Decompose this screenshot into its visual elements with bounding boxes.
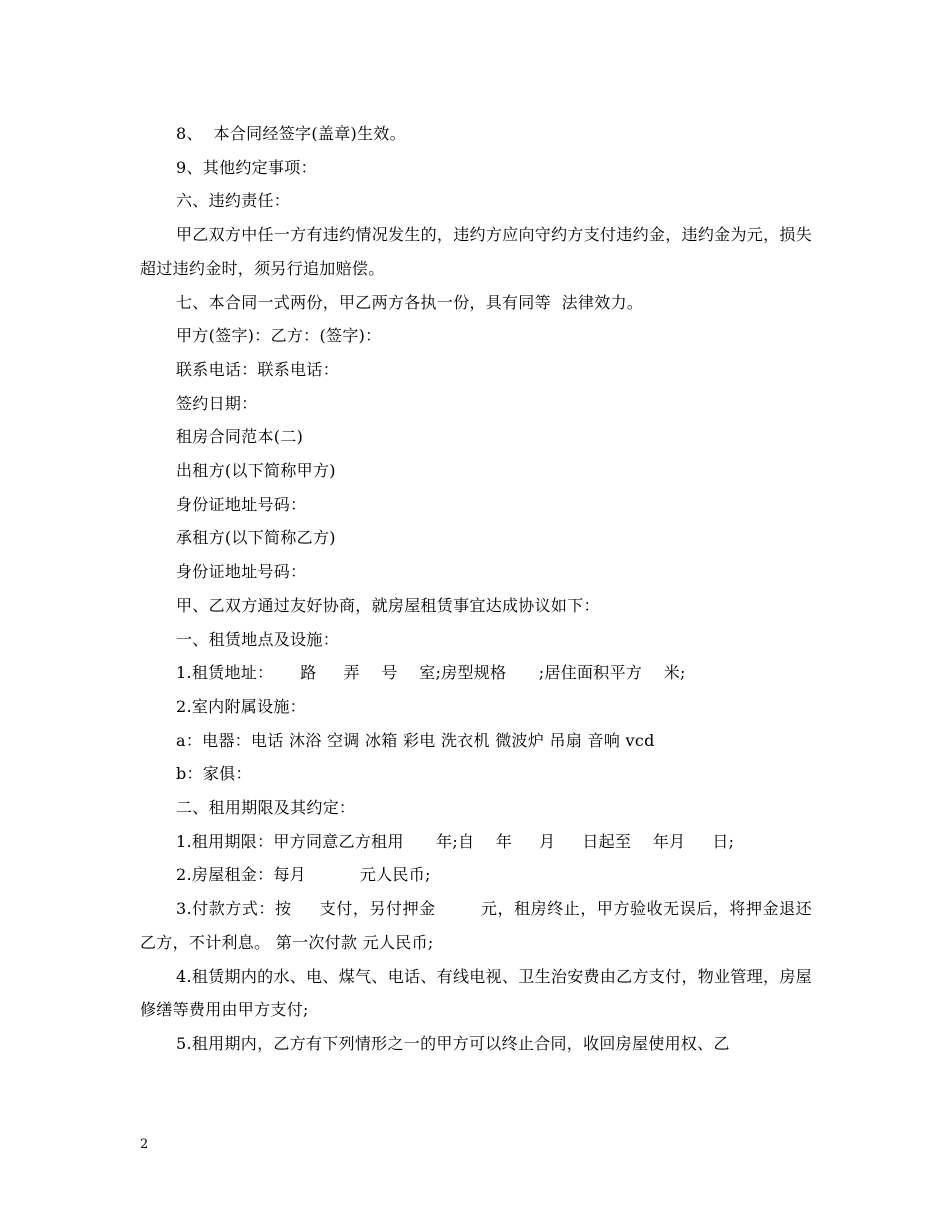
paragraph: 8、 本合同经签字(盖章)生效。 (176, 124, 406, 143)
paragraph: 甲乙双方中任一方有违约情况发生的，违约方应向守约方支付违约金，违约金为元，损失超过违约金时，须另行追加赔偿。 (140, 225, 812, 278)
section-heading: 六、违约责任： (176, 191, 291, 211)
section-heading: 一、租赁地点及设施： (176, 629, 340, 649)
clause: 3.付款方式：按 支付，另付押金 元，租房终止，甲方验收无误后，将押金退还乙方，不计利息。 第一次付款 元人民币; (140, 899, 812, 952)
clause: b：家俱： (176, 764, 252, 784)
clause: a：电器：电话 沐浴 空调 冰箱 彩电 洗衣机 微波炉 吊扇 音响 vcd (176, 730, 655, 750)
clause: 2.房屋租金：每月 元人民币; (176, 865, 431, 885)
section-heading: 二、租用期限及其约定： (176, 798, 356, 818)
clause: 2.室内附属设施： (176, 696, 306, 716)
lessor-line: 出租方(以下简称甲方) (176, 461, 336, 481)
date-line: 签约日期： (176, 393, 258, 413)
contact-line: 联系电话：联系电话： (176, 359, 340, 379)
page-number: 2 (140, 1137, 149, 1152)
document-body (140, 117, 812, 1061)
section-heading: 七、本合同一式两份，甲乙两方各执一份，具有同等 法律效力。 (176, 292, 644, 312)
clause: 1.租用期限：甲方同意乙方租用 年;自 年 月 日起至 年月 日; (176, 831, 735, 851)
lessee-line: 承租方(以下简称乙方) (176, 528, 336, 548)
paragraph: 9、其他约定事项： (176, 157, 317, 177)
document-subtitle: 租房合同范本(二) (176, 427, 304, 447)
clause: 1.租赁地址： 路 弄 号 室;房型规格 ;居住面积平方 米; (176, 663, 686, 683)
paragraph: 甲、乙双方通过友好协商，就房屋租赁事宜达成协议如下： (176, 595, 600, 615)
id-address-line: 身份证地址号码： (176, 562, 307, 582)
clause: 5.租用期内，乙方有下列情形之一的甲方可以终止合同，收回房屋使用权、乙 (176, 1033, 730, 1053)
id-address-line: 身份证地址号码： (176, 494, 307, 514)
clause: 4.租赁期内的水、电、煤气、电话、有线电视、卫生治安费由乙方支付，物业管理，房屋修缮等费用由甲方支付; (140, 966, 812, 1020)
signature-line: 甲方(签字)：乙方：(签字)： (176, 326, 382, 346)
